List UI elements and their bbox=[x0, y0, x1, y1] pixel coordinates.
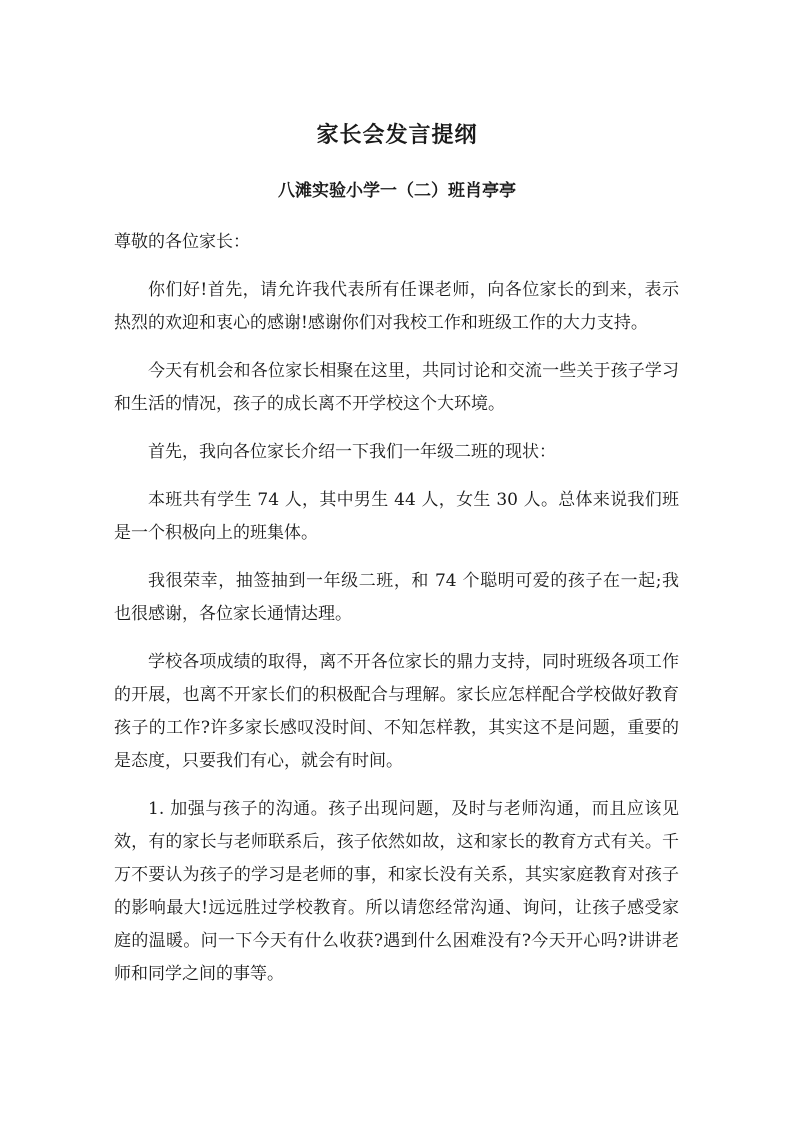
paragraph-honor: 我很荣幸，抽签抽到一年级二班，和 74 个聪明可爱的孩子在一起;我也很感谢，各位家长通情达理。 bbox=[114, 571, 679, 624]
paragraph-class-size: 本班共有学生 74 人，其中男生 44 人，女生 30 人。总体来说我们班是一个积极向上的班集体。 bbox=[114, 490, 679, 543]
paragraph-point-1: 1. 加强与孩子的沟通。孩子出现问题，及时与老师沟通，而且应该见效，有的家长与老师联系后，孩子依然如故，这和家长的教育方式有关。千万不要认为孩子的学习是老师的事，和家长没有关系，其实家庭教育对孩子的影响最大!远远胜过学校教育。所以请您经常沟通、询问，让孩子感受家庭的温暖。问一下今天有什么收获?遇到什么困难没有?今天开心吗?讲讲老师和同学之间的事等。 bbox=[114, 799, 679, 984]
paragraph-cooperation: 学校各项成绩的取得，离不开各位家长的鼎力支持，同时班级各项工作的开展，也离不开家长们的积极配合与理解。家长应怎样配合学校做好教育孩子的工作?许多家长感叹没时间、不知怎样教，其实这不是问题，重要的是态度，只要我们有心，就会有时间。 bbox=[114, 652, 679, 771]
document-author: 八滩实验小学一（二）班肖亭亭 bbox=[278, 181, 516, 201]
salutation: 尊敬的各位家长： bbox=[114, 232, 250, 252]
document-body bbox=[114, 226, 679, 1006]
paragraph-purpose: 今天有机会和各位家长相聚在这里，共同讨论和交流一些关于孩子学习和生活的情况，孩子的成长离不开学校这个大环境。 bbox=[114, 361, 679, 414]
document-title: 家长会发言提纲 bbox=[316, 122, 478, 148]
paragraph-intro: 首先，我向各位家长介绍一下我们一年级二班的现状： bbox=[148, 442, 556, 462]
paragraph-greeting: 你们好!首先，请允许我代表所有任课老师，向各位家长的到来，表示热烈的欢迎和衷心的感谢!感谢你们对我校工作和班级工作的大力支持。 bbox=[114, 280, 679, 333]
